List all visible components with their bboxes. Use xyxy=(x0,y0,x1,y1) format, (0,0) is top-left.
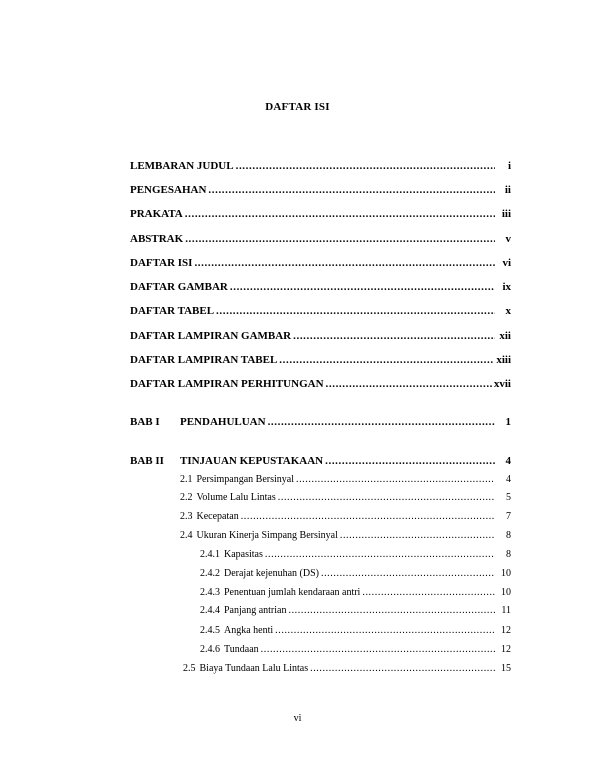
toc-entry-label: DAFTAR GAMBAR xyxy=(130,281,228,293)
section-number: 2.3 xyxy=(180,511,193,522)
toc-entry-lembaran-judul[interactable] xyxy=(130,160,511,174)
section-number: 2.4.5 xyxy=(200,625,220,636)
leader-dots xyxy=(261,644,495,655)
toc-entry-page: i xyxy=(507,160,511,172)
toc-entry-page: 12 xyxy=(501,625,511,636)
toc-entry-page: xvii xyxy=(493,378,511,390)
toc-entry-page: 1 xyxy=(505,416,511,428)
section-number: 2.5 xyxy=(183,663,196,674)
toc-entry-abstrak[interactable] xyxy=(130,233,511,247)
toc-entry-label: DAFTAR LAMPIRAN TABEL xyxy=(130,354,278,366)
toc-entry-label: DAFTAR TABEL xyxy=(130,305,215,317)
leader-dots xyxy=(321,568,495,579)
toc-entry-page: xiii xyxy=(496,354,511,366)
toc-entry-label: DAFTAR ISI xyxy=(130,257,193,269)
toc-entry-label: ABSTRAK xyxy=(130,233,184,245)
toc-entry-page: xii xyxy=(499,330,511,342)
leader-dots xyxy=(340,530,495,541)
toc-entry-label: DAFTAR LAMPIRAN PERHITUNGAN xyxy=(130,378,324,390)
toc-section-2-1[interactable] xyxy=(180,474,511,488)
toc-chapter-bab-1[interactable] xyxy=(130,416,511,430)
leader-dots xyxy=(288,605,495,616)
toc-entry-label: Ukuran Kinerja Simpang Bersinyal xyxy=(196,530,338,541)
leader-dots xyxy=(236,160,495,172)
toc-title: DAFTAR ISI xyxy=(265,101,330,113)
toc-entry-label: Angka henti xyxy=(224,625,274,636)
leader-dots xyxy=(325,455,495,467)
leader-dots xyxy=(293,330,495,342)
toc-entry-label: DAFTAR LAMPIRAN GAMBAR xyxy=(130,330,292,342)
toc-entry-page: ix xyxy=(502,281,511,293)
leader-dots xyxy=(296,474,495,485)
toc-subsection-2-4-6[interactable] xyxy=(200,644,511,658)
toc-entry-page: v xyxy=(505,233,511,245)
toc-entry-prakata[interactable] xyxy=(130,208,511,222)
leader-dots xyxy=(279,354,494,366)
toc-entry-label: Derajat kejenuhan (DS) xyxy=(224,568,319,579)
toc-entry-daftar-tabel[interactable] xyxy=(130,305,511,319)
section-number: 2.4.1 xyxy=(200,549,220,560)
toc-entry-page: x xyxy=(505,305,511,317)
section-number: 2.4 xyxy=(180,530,193,541)
toc-entry-page: iii xyxy=(501,208,511,220)
toc-entry-page: 15 xyxy=(501,663,511,674)
section-number: 2.4.3 xyxy=(200,587,220,598)
toc-entry-page: 4 xyxy=(506,474,511,485)
leader-dots xyxy=(208,184,495,196)
toc-subsection-2-4-2[interactable] xyxy=(200,568,511,582)
toc-section-2-4[interactable] xyxy=(180,530,511,544)
toc-entry-label: PENGESAHAN xyxy=(130,184,207,196)
leader-dots xyxy=(185,208,495,220)
toc-section-2-5[interactable] xyxy=(183,663,511,677)
toc-entry-page: 7 xyxy=(506,511,511,522)
toc-entry-page: 10 xyxy=(501,587,511,598)
toc-entry-label: Kapasitas xyxy=(224,549,263,560)
toc-entry-label: Volume Lalu Lintas xyxy=(196,492,276,503)
toc-subsection-2-4-4[interactable] xyxy=(200,605,511,619)
toc-entry-label: Penentuan jumlah kendaraan antri xyxy=(224,587,361,598)
section-number: 2.4.2 xyxy=(200,568,220,579)
leader-dots xyxy=(265,549,495,560)
section-number: 2.4.6 xyxy=(200,644,220,655)
chapter-number: BAB II xyxy=(130,455,164,467)
toc-section-2-3[interactable] xyxy=(180,511,511,525)
toc-entry-page: 4 xyxy=(505,455,511,467)
leader-dots xyxy=(278,492,495,503)
toc-entry-daftar-lampiran-gambar[interactable] xyxy=(130,330,511,344)
toc-entry-label: Panjang antrian xyxy=(224,605,287,616)
leader-dots xyxy=(362,587,495,598)
toc-entry-label: LEMBARAN JUDUL xyxy=(130,160,234,172)
toc-subsection-2-4-1[interactable] xyxy=(200,549,511,563)
toc-chapter-bab-2[interactable] xyxy=(130,455,511,469)
toc-entry-label: Kecepatan xyxy=(196,511,239,522)
page-number: vi xyxy=(293,713,302,724)
leader-dots xyxy=(230,281,495,293)
toc-entry-page: 10 xyxy=(501,568,511,579)
toc-entry-label: Biaya Tundaan Lalu Lintas xyxy=(199,663,309,674)
toc-entry-daftar-lampiran-tabel[interactable] xyxy=(130,354,511,368)
toc-entry-page: 5 xyxy=(506,492,511,503)
toc-entry-daftar-lampiran-perhitungan[interactable] xyxy=(130,378,511,392)
toc-subsection-2-4-3[interactable] xyxy=(200,587,511,601)
section-number: 2.4.4 xyxy=(200,605,220,616)
section-number: 2.2 xyxy=(180,492,193,503)
leader-dots xyxy=(268,416,495,428)
leader-dots xyxy=(275,625,495,636)
chapter-number: BAB I xyxy=(130,416,160,428)
toc-entry-page: ii xyxy=(504,184,511,196)
toc-entry-pengesahan[interactable] xyxy=(130,184,511,198)
section-number: 2.1 xyxy=(180,474,193,485)
toc-entry-label: Persimpangan Bersinyal xyxy=(196,474,294,485)
leader-dots xyxy=(216,305,495,317)
toc-entry-daftar-gambar[interactable] xyxy=(130,281,511,295)
toc-entry-label: PRAKATA xyxy=(130,208,183,220)
leader-dots xyxy=(194,257,495,269)
leader-dots xyxy=(185,233,495,245)
toc-entry-label: PENDAHULUAN xyxy=(180,416,266,428)
toc-entry-label: Tundaan xyxy=(224,644,259,655)
toc-entry-page: vi xyxy=(502,257,511,269)
toc-entry-label: TINJAUAN KEPUSTAKAAN xyxy=(180,455,324,467)
toc-subsection-2-4-5[interactable] xyxy=(200,625,511,639)
leader-dots xyxy=(310,663,495,674)
toc-section-2-2[interactable] xyxy=(180,492,511,506)
toc-entry-page: 11 xyxy=(501,605,511,616)
toc-entry-daftar-isi[interactable] xyxy=(130,257,511,271)
toc-entry-page: 8 xyxy=(506,530,511,541)
leader-dots xyxy=(326,378,492,390)
toc-entry-page: 12 xyxy=(501,644,511,655)
toc-entry-page: 8 xyxy=(506,549,511,560)
leader-dots xyxy=(241,511,495,522)
